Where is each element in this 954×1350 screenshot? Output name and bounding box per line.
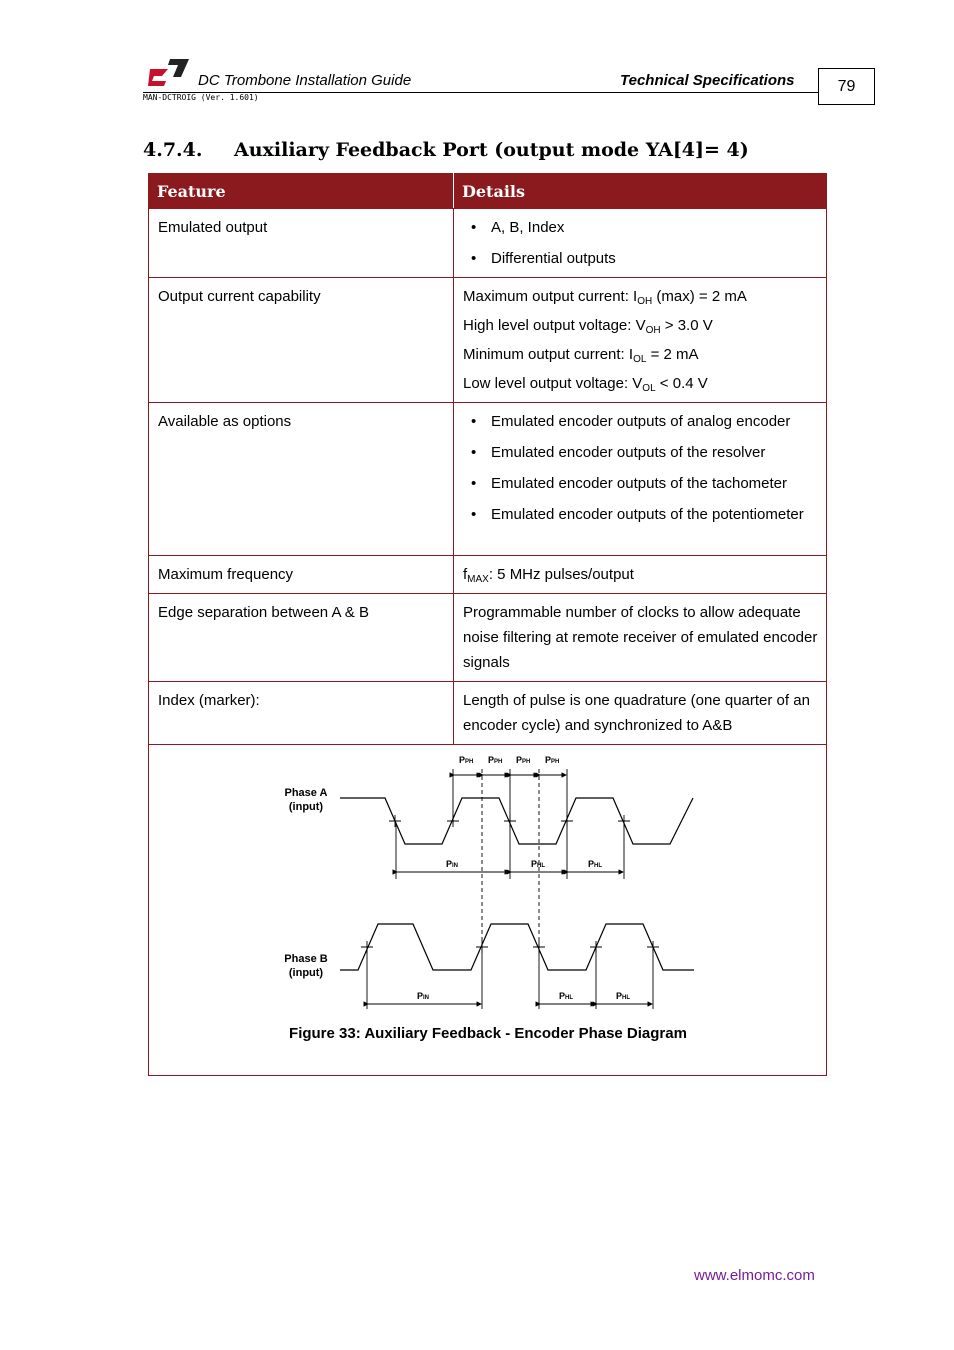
list-item: • A, B, Index bbox=[483, 215, 818, 240]
phase-b-label: Phase B bbox=[284, 953, 328, 965]
list-item: • Differential outputs bbox=[483, 246, 818, 271]
bullet-list bbox=[463, 215, 818, 271]
spec-line bbox=[463, 342, 818, 367]
feature-cell: Available as options bbox=[149, 403, 454, 556]
list-item: • Emulated encoder outputs of analog encoder bbox=[483, 409, 818, 434]
phl-label: PHL bbox=[588, 859, 603, 869]
spec-line bbox=[463, 371, 818, 396]
column-header-details: Details bbox=[454, 174, 827, 209]
details-cell: Programmable number of clocks to allow adequate noise filtering at remote receiver of emulated encoder signals bbox=[454, 594, 827, 682]
table-row bbox=[149, 556, 827, 594]
phl-label: PHL bbox=[531, 859, 546, 869]
figure-caption: Figure 33: Auxiliary Feedback - Encoder Phase Diagram bbox=[289, 1025, 687, 1042]
pph-label: PPH bbox=[459, 755, 474, 765]
table-row bbox=[149, 278, 827, 403]
spec-line bbox=[463, 313, 818, 338]
table-header-row bbox=[149, 174, 827, 209]
elmo-logo bbox=[148, 57, 190, 87]
spec-text: Low level output voltage: V bbox=[463, 375, 643, 392]
pph-label: PPH bbox=[488, 755, 503, 765]
reference-ticks bbox=[367, 769, 653, 1009]
spec-subscript: OL bbox=[642, 383, 656, 394]
spec-line bbox=[463, 284, 818, 309]
section-number: 4.7.4. bbox=[143, 139, 203, 161]
table-row bbox=[149, 403, 827, 556]
feature-cell: Emulated output bbox=[149, 209, 454, 278]
pph-label: PPH bbox=[516, 755, 531, 765]
details-cell bbox=[454, 278, 827, 403]
phase-b-waveform bbox=[340, 924, 694, 970]
pin-label: PIN bbox=[417, 991, 430, 1001]
spec-text: Minimum output current: I bbox=[463, 346, 634, 363]
phase-a-label: Phase A bbox=[284, 787, 328, 799]
pph-label: PPH bbox=[545, 755, 560, 765]
details-cell bbox=[454, 209, 827, 278]
phase-b-sublabel: (input) bbox=[288, 967, 324, 979]
footer-website-link[interactable]: www.elmomc.com bbox=[694, 1267, 815, 1284]
feature-cell: Index (marker): bbox=[149, 682, 454, 745]
spec-text: High level output voltage: V bbox=[463, 317, 646, 334]
list-item: • Emulated encoder outputs of the potentiometer bbox=[483, 502, 818, 527]
document-title: DC Trombone Installation Guide bbox=[198, 72, 412, 89]
details-cell bbox=[454, 403, 827, 556]
list-item: • Emulated encoder outputs of the tachometer bbox=[483, 471, 818, 496]
table-row bbox=[149, 594, 827, 682]
phl-label: PHL bbox=[559, 991, 574, 1001]
table-row bbox=[149, 682, 827, 745]
section-heading: Auxiliary Feedback Port (output mode YA[4]= 4) bbox=[234, 139, 749, 161]
header-section-title: Technical Specifications bbox=[620, 72, 795, 89]
timing-labels bbox=[417, 755, 630, 1001]
page-number: 79 bbox=[818, 68, 875, 105]
spec-subscript: OL bbox=[633, 354, 647, 365]
phase-a-markers bbox=[389, 815, 630, 827]
spec-subscript: MAX bbox=[467, 574, 489, 585]
encoder-phase-diagram bbox=[149, 745, 827, 1063]
spec-text: : 5 MHz pulses/output bbox=[488, 566, 634, 583]
phl-label: PHL bbox=[616, 991, 631, 1001]
spec-text: f bbox=[463, 566, 468, 583]
spec-text: = 2 mA bbox=[646, 346, 699, 363]
spec-text: (max) = 2 mA bbox=[652, 288, 747, 305]
spec-subscript: OH bbox=[645, 325, 661, 336]
document-version: MAN-DCTROIG (Ver. 1.601) bbox=[143, 93, 259, 102]
feature-cell: Output current capability bbox=[149, 278, 454, 403]
feature-cell: Maximum frequency bbox=[149, 556, 454, 594]
spec-subscript: OH bbox=[637, 296, 653, 307]
column-header-feature: Feature bbox=[149, 174, 454, 209]
figure-cell bbox=[149, 745, 827, 1076]
feature-cell: Edge separation between A & B bbox=[149, 594, 454, 682]
spec-text: Maximum output current: I bbox=[463, 288, 638, 305]
pin-label: PIN bbox=[446, 859, 459, 869]
spec-text: > 3.0 V bbox=[660, 317, 713, 334]
list-item: • Emulated encoder outputs of the resolver bbox=[483, 440, 818, 465]
spec-text: < 0.4 V bbox=[655, 375, 708, 392]
phase-a-sublabel: (input) bbox=[288, 801, 324, 813]
figure-row bbox=[149, 745, 827, 1076]
bullet-list bbox=[463, 409, 818, 527]
details-cell bbox=[454, 556, 827, 594]
phase-b-markers bbox=[361, 941, 659, 953]
details-cell: Length of pulse is one quadrature (one quarter of an encoder cycle) and synchronized to A&B bbox=[454, 682, 827, 745]
table-row bbox=[149, 209, 827, 278]
spec-table bbox=[148, 173, 827, 1076]
